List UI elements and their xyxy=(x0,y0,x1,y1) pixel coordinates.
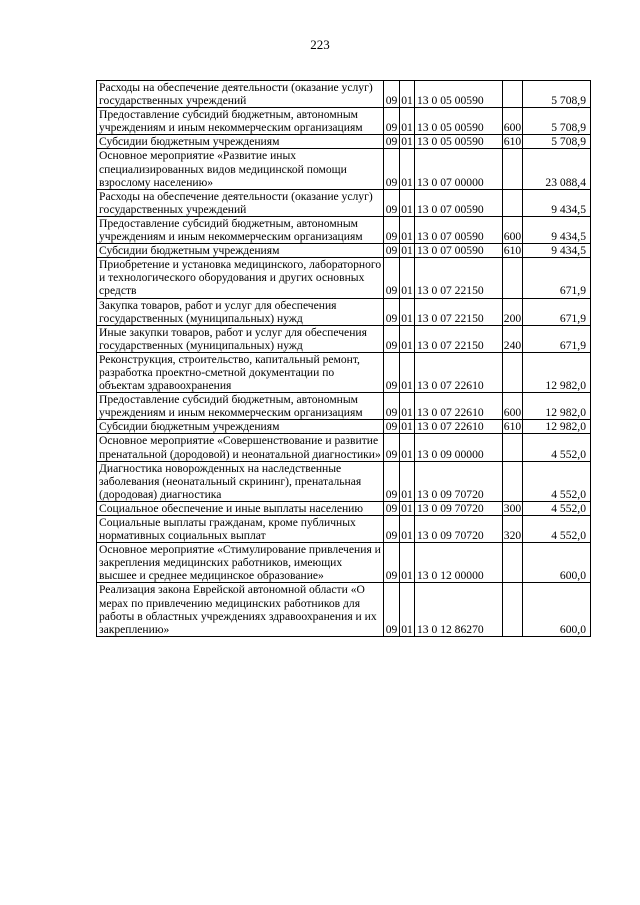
section-code-cell: 01 xyxy=(400,583,415,636)
section-code-cell: 01 xyxy=(400,352,415,392)
ministry-code-cell: 09 xyxy=(384,298,400,325)
table-row xyxy=(97,434,591,461)
expense-type-cell: 600 xyxy=(503,108,523,135)
target-article-cell: 13 0 07 22150 xyxy=(415,298,503,325)
table-row xyxy=(97,216,591,243)
expense-name-cell: Субсидии бюджетным учреждениям xyxy=(97,135,384,149)
expense-type-cell: 600 xyxy=(503,393,523,420)
target-article-cell: 13 0 07 22150 xyxy=(415,258,503,298)
expense-name-cell: Социальные выплаты гражданам, кроме публичных нормативных социальных выплат xyxy=(97,516,384,543)
ministry-code-cell: 09 xyxy=(384,325,400,352)
amount-cell: 5 708,9 xyxy=(523,108,591,135)
section-code-cell: 01 xyxy=(400,81,415,108)
target-article-cell: 13 0 07 00000 xyxy=(415,149,503,189)
table-row xyxy=(97,325,591,352)
expense-type-cell xyxy=(503,434,523,461)
expense-type-cell: 600 xyxy=(503,216,523,243)
table-row xyxy=(97,189,591,216)
target-article-cell: 13 0 09 70720 xyxy=(415,461,503,501)
ministry-code-cell: 09 xyxy=(384,244,400,258)
ministry-code-cell: 09 xyxy=(384,81,400,108)
target-article-cell: 13 0 05 00590 xyxy=(415,108,503,135)
expense-type-cell xyxy=(503,352,523,392)
target-article-cell: 13 0 05 00590 xyxy=(415,81,503,108)
expense-type-cell: 300 xyxy=(503,501,522,515)
expense-type-cell xyxy=(503,189,523,216)
table-row xyxy=(97,258,591,298)
amount-cell: 671,9 xyxy=(523,258,591,298)
ministry-code-cell: 09 xyxy=(384,583,400,636)
expense-name-cell: Расходы на обеспечение деятельности (оказание услуг) государственных учреждений xyxy=(97,189,384,216)
target-article-cell: 13 0 07 00590 xyxy=(415,244,503,258)
section-code-cell: 01 xyxy=(400,393,415,420)
table-row xyxy=(97,149,591,189)
amount-cell: 4 552,0 xyxy=(523,461,591,501)
expense-type-cell xyxy=(503,583,523,636)
table-row xyxy=(97,352,591,392)
target-article-cell: 13 0 12 86270 xyxy=(415,583,503,636)
expense-name-cell: Социальное обеспечение и иные выплаты населению xyxy=(97,501,384,515)
table-row xyxy=(97,298,591,325)
section-code-cell: 01 xyxy=(400,216,415,243)
ministry-code-cell: 09 xyxy=(384,393,400,420)
amount-cell: 23 088,4 xyxy=(523,149,591,189)
page-number: 223 xyxy=(310,37,330,52)
target-article-cell: 13 0 09 70720 xyxy=(415,501,503,515)
ministry-code-cell: 09 xyxy=(384,352,400,392)
expense-name-cell: Основное мероприятие «Развитие иных специализированных видов медицинской помощи взрослому населению» xyxy=(97,149,384,189)
expense-name-cell: Предоставление субсидий бюджетным, автономным учреждениям и иным некоммерческим организациям xyxy=(97,216,384,243)
expense-type-cell: 610 xyxy=(503,420,522,434)
section-code-cell: 01 xyxy=(400,325,415,352)
ministry-code-cell: 09 xyxy=(384,258,400,298)
section-code-cell: 01 xyxy=(400,298,415,325)
target-article-cell: 13 0 12 00000 xyxy=(415,543,503,583)
expense-name-cell: Закупка товаров, работ и услуг для обеспечения государственных (муниципальных) нужд xyxy=(97,298,384,325)
table-row xyxy=(97,420,591,434)
ministry-code-cell: 09 xyxy=(384,461,400,501)
target-article-cell: 13 0 07 22150 xyxy=(415,325,503,352)
amount-cell: 600,0 xyxy=(523,583,591,636)
section-code-cell: 01 xyxy=(400,149,415,189)
expense-type-cell: 320 xyxy=(503,516,523,543)
section-code-cell: 01 xyxy=(400,108,415,135)
table-row xyxy=(97,583,591,636)
table-row xyxy=(97,135,591,149)
ministry-code-cell: 09 xyxy=(384,135,400,149)
table-row xyxy=(97,81,591,108)
section-code-cell: 01 xyxy=(400,258,415,298)
expense-name-cell: Реализация закона Еврейской автономной области «О мерах по привлечению медицинских работников для работы в областных учреждениях здравоохранения и их закреплению» xyxy=(97,583,384,636)
target-article-cell: 13 0 07 22610 xyxy=(415,393,503,420)
target-article-cell: 13 0 09 00000 xyxy=(415,434,503,461)
section-code-cell: 01 xyxy=(400,461,415,501)
table-row xyxy=(97,501,591,515)
ministry-code-cell: 09 xyxy=(384,108,400,135)
section-code-cell: 01 xyxy=(400,434,415,461)
ministry-code-cell: 09 xyxy=(384,516,400,543)
amount-cell: 4 552,0 xyxy=(523,501,591,515)
table-row xyxy=(97,393,591,420)
table-row xyxy=(97,543,591,583)
section-code-cell: 01 xyxy=(400,516,415,543)
amount-cell: 5 708,9 xyxy=(523,135,591,149)
table-row xyxy=(97,244,591,258)
expense-type-cell xyxy=(503,258,523,298)
section-code-cell: 01 xyxy=(401,135,413,149)
target-article-cell: 13 0 07 00590 xyxy=(415,216,503,243)
ministry-code-cell: 09 xyxy=(384,149,400,189)
expense-name-cell: Приобретение и установка медицинского, лабораторного и технологического оборудования и других основных средств xyxy=(97,258,384,298)
expense-type-cell xyxy=(503,461,523,501)
section-code-cell: 01 xyxy=(400,189,415,216)
ministry-code-cell: 09 xyxy=(384,543,400,583)
amount-cell: 9 434,5 xyxy=(523,244,591,258)
target-article-cell: 13 0 07 22610 xyxy=(415,420,503,434)
amount-cell: 9 434,5 xyxy=(523,189,591,216)
expense-type-cell xyxy=(503,543,523,583)
table-row xyxy=(97,108,591,135)
expense-name-cell: Субсидии бюджетным учреждениям xyxy=(97,420,384,434)
expense-name-cell: Предоставление субсидий бюджетным, автономным учреждениям и иным некоммерческим организациям xyxy=(97,393,384,420)
target-article-cell: 13 0 09 70720 xyxy=(415,516,503,543)
target-article-cell: 13 0 07 00590 xyxy=(415,189,503,216)
budget-table xyxy=(96,80,591,637)
amount-cell: 671,9 xyxy=(523,325,591,352)
target-article-cell: 13 0 07 22610 xyxy=(415,352,503,392)
ministry-code-cell: 09 xyxy=(384,420,400,434)
expense-name-cell: Расходы на обеспечение деятельности (оказание услуг) государственных учреждений xyxy=(97,81,384,108)
expense-name-cell: Основное мероприятие «Стимулирование привлечения и закрепления медицинских работников, имеющих высшее и среднее медицинское образование» xyxy=(97,543,384,583)
amount-cell: 12 982,0 xyxy=(523,393,591,420)
expense-name-cell: Диагностика новорожденных на наследственные заболевания (неонатальный скрининг), пренатальная (дородовая) диагностика xyxy=(97,461,384,501)
ministry-code-cell: 09 xyxy=(384,501,400,515)
table-row xyxy=(97,516,591,543)
expense-name-cell: Основное мероприятие «Совершенствование и развитие пренатальной (дородовой) и неонатальной диагностики» xyxy=(97,434,384,461)
amount-cell: 4 552,0 xyxy=(523,516,591,543)
target-article-cell: 13 0 05 00590 xyxy=(415,135,503,149)
expense-name-cell: Предоставление субсидий бюджетным, автономным учреждениям и иным некоммерческим организациям xyxy=(97,108,384,135)
amount-cell: 671,9 xyxy=(523,298,591,325)
ministry-code-cell: 09 xyxy=(384,434,400,461)
expense-type-cell: 610 xyxy=(503,244,522,258)
amount-cell: 12 982,0 xyxy=(523,352,591,392)
ministry-code-cell: 09 xyxy=(384,216,400,243)
expense-type-cell: 200 xyxy=(503,298,523,325)
expense-type-cell: 610 xyxy=(503,135,522,149)
section-code-cell: 01 xyxy=(401,244,413,258)
amount-cell: 600,0 xyxy=(523,543,591,583)
expense-type-cell: 240 xyxy=(503,325,523,352)
section-code-cell: 01 xyxy=(401,420,413,434)
expense-name-cell: Субсидии бюджетным учреждениям xyxy=(97,244,384,258)
expense-type-cell xyxy=(503,149,523,189)
expense-name-cell: Реконструкция, строительство, капитальный ремонт, разработка проектно-сметной документации по объектам здравоохранения xyxy=(97,352,384,392)
expense-name-cell: Иные закупки товаров, работ и услуг для обеспечения государственных (муниципальных) нужд xyxy=(97,325,384,352)
section-code-cell: 01 xyxy=(401,501,413,515)
budget-table-body xyxy=(97,81,591,637)
amount-cell: 9 434,5 xyxy=(523,216,591,243)
expense-type-cell xyxy=(503,81,523,108)
amount-cell: 4 552,0 xyxy=(523,434,591,461)
ministry-code-cell: 09 xyxy=(384,189,400,216)
table-row xyxy=(97,461,591,501)
amount-cell: 5 708,9 xyxy=(523,81,591,108)
amount-cell: 12 982,0 xyxy=(523,420,591,434)
section-code-cell: 01 xyxy=(400,543,415,583)
